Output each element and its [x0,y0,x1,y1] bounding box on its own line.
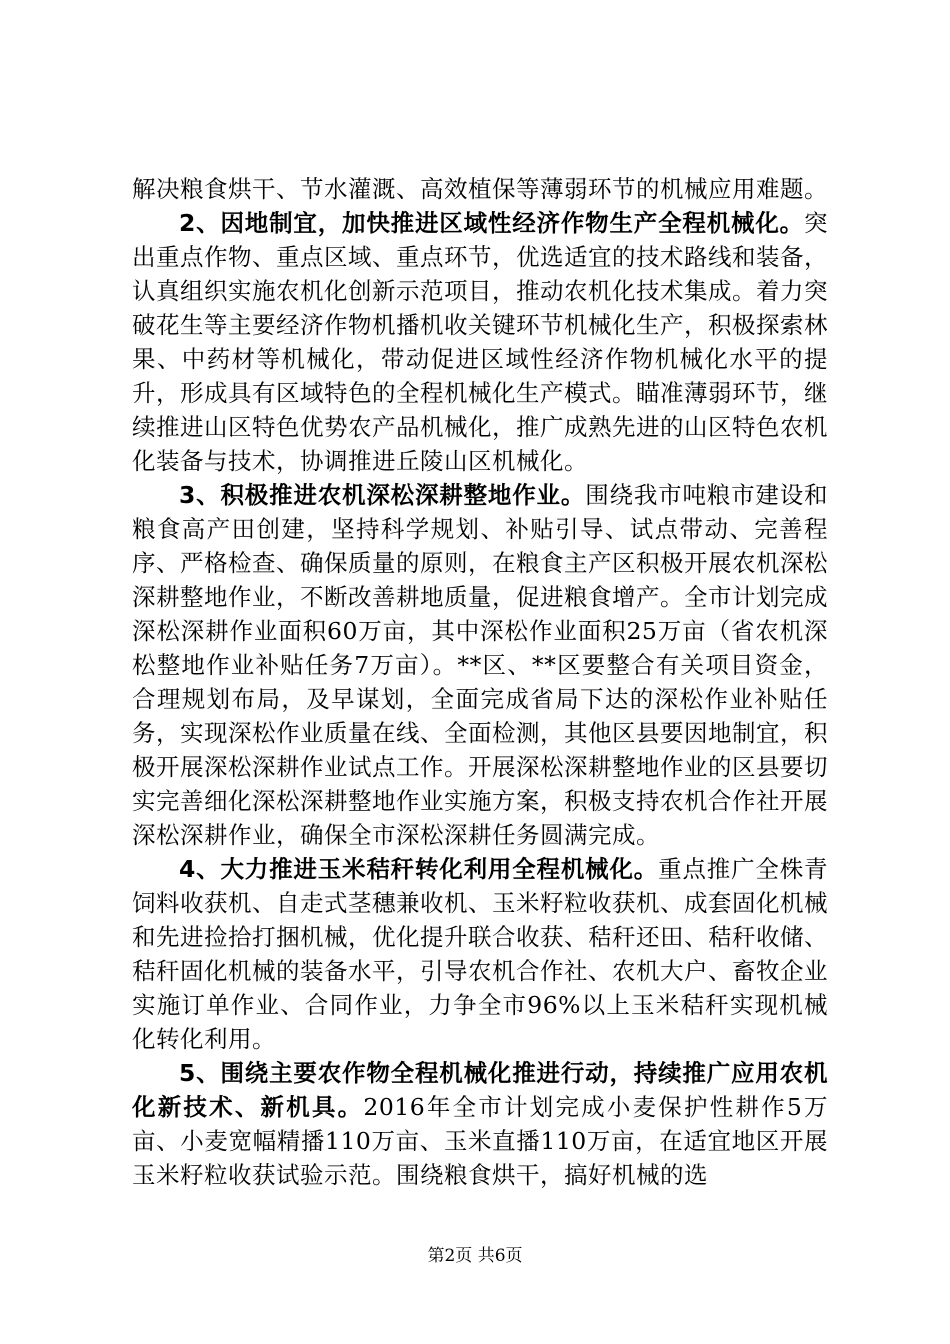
paragraph-text: 解决粮食烘干、节水灌溉、高效植保等薄弱环节的机械应用难题。 [132,175,828,203]
page-number: 第2页 共6页 [427,1246,523,1266]
paragraph-heading: 3、积极推进农机深松深耕整地作业。 [179,481,586,509]
paragraph-3 [132,478,828,852]
paragraph-heading: 4、大力推进玉米秸秆转化利用全程机械化。 [179,855,659,883]
paragraph-heading: 2、因地制宜，加快推进区域性经济作物生产全程机械化。 [179,209,804,237]
paragraph-text: 2016年全市计划完成小麦保护性耕作5万亩、小麦宽幅精播110万亩、玉米直播110万亩，在适宜地区开展玉米籽粒收获试验示范。围绕粮食烘干，搞好机械的选 [132,1093,828,1189]
paragraph-5 [132,1056,828,1192]
paragraph-heading: 5、围绕主要农作物全程机械化推进行动，持续推广应用农机化新技术、新机具。 [132,1059,828,1121]
document-body [132,172,828,1192]
paragraph-text: 突出重点作物、重点区域、重点环节，优选适宜的技术路线和装备，认真组织实施农机化创新示范项目，推动农机化技术集成。着力突破花生等主要经济作物机播机收关键环节机械化生产，积极探索林果、中药材等机械化，带动促进区域性经济作物机械化水平的提升，形成具有区域特色的全程机械化生产模式。瞄准薄弱环节，继续推进山区特色优势农产品机械化，推广成熟先进的山区特色农机化装备与技术，协调推进丘陵山区机械化。 [132,209,828,475]
page-footer [0,1245,950,1267]
paragraph-text: 重点推广全株青饲料收获机、自走式茎穗兼收机、玉米籽粒收获机、成套固化机械和先进捡拾打捆机械，优化提升联合收获、秸秆还田、秸秆收储、秸秆固化机械的装备水平，引导农机合作社、农机大户、畜牧企业实施订单作业、合同作业，力争全市96%以上玉米秸秆实现机械化转化利用。 [132,855,829,1053]
paragraph-2 [132,206,828,478]
paragraph-text: 围绕我市吨粮市建设和粮食高产田创建，坚持科学规划、补贴引导、试点带动、完善程序、严格检查、确保质量的原则，在粮食主产区积极开展农机深松深耕整地作业，不断改善耕地质量，促进粮食增产。全市计划完成深松深耕作业面积60万亩，其中深松作业面积25万亩（省农机深松整地作业补贴任务7万亩）。**区、**区要整合有关项目资金，合理规划布局，及早谋划，全面完成省局下达的深松作业补贴任务，实现深松作业质量在线、全面检测，其他区县要因地制宜，积极开展深松深耕作业试点工作。开展深松深耕整地作业的区县要切实完善细化深松深耕整地作业实施方案，积极支持农机合作社开展深松深耕作业，确保全市深松深耕任务圆满完成。 [132,481,829,849]
paragraph-1 [132,172,828,206]
paragraph-4 [132,852,828,1056]
